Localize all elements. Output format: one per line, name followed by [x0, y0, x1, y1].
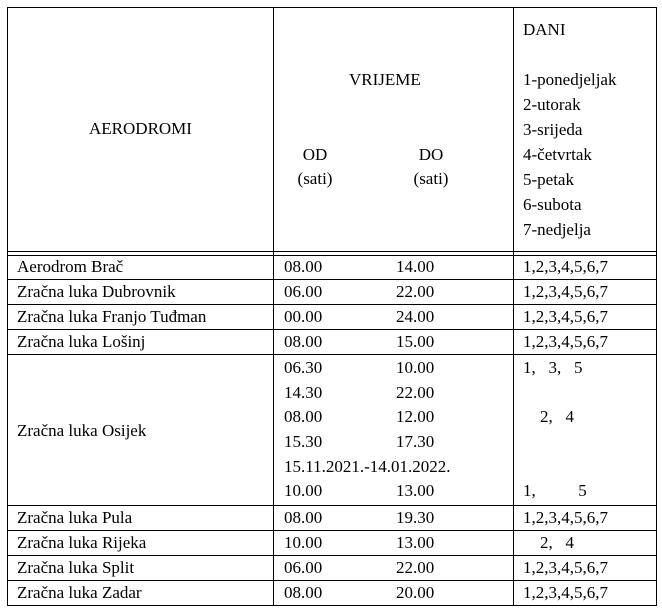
airport-name: Zračna luka Pula — [17, 508, 133, 527]
time-to: 24.00 — [396, 307, 435, 326]
airport-name: Zračna luka Split — [17, 558, 135, 577]
time-to: 13.00 — [396, 533, 435, 552]
airport-name: Zračna luka Zadar — [17, 583, 142, 602]
time-to: 22.00 — [396, 383, 435, 402]
row-line — [7, 255, 657, 256]
operating-days: 1,2,3,4,5,6,7 — [523, 307, 608, 326]
time-from: 08.00 — [284, 508, 323, 527]
time-from: 06.30 — [284, 358, 323, 377]
airport-name: Zračna luka Dubrovnik — [17, 282, 176, 301]
operating-days: 2, 4 — [540, 533, 574, 552]
border-top — [7, 7, 657, 8]
time-from: 10.00 — [284, 533, 323, 552]
row-line — [7, 329, 657, 330]
airport-name: Zračna luka Osijek — [17, 421, 147, 440]
header-to-unit: (sati) — [413, 169, 449, 188]
airport-name: Zračna luka Rijeka — [17, 533, 147, 552]
airport-name: Zračna luka Lošinj — [17, 332, 146, 351]
operating-days: 1,2,3,4,5,6,7 — [523, 257, 608, 276]
day-label: 4-četvrtak — [523, 145, 592, 164]
divider-col-1 — [273, 7, 274, 606]
time-to: 17.30 — [396, 432, 435, 451]
row-line — [7, 555, 657, 556]
time-to: 10.00 — [396, 358, 435, 377]
header-airports: AERODROMI — [89, 119, 192, 138]
divider-col-2 — [513, 7, 514, 606]
day-label: 2-utorak — [523, 95, 581, 114]
time-to: 22.00 — [396, 282, 435, 301]
operating-days: 1,2,3,4,5,6,7 — [523, 558, 608, 577]
operating-days: 1,2,3,4,5,6,7 — [523, 332, 608, 351]
day-label: 3-srijeda — [523, 120, 583, 139]
airport-name: Aerodrom Brač — [17, 257, 124, 276]
time-from: 10.00 — [284, 481, 323, 500]
time-from: 08.00 — [284, 257, 323, 276]
day-label: 6-subota — [523, 195, 582, 214]
border-left — [7, 7, 8, 606]
time-to: 19.30 — [396, 508, 435, 527]
time-from: 08.00 — [284, 332, 323, 351]
operating-days: 2, 4 — [540, 407, 574, 426]
operating-days: 1, 3, 5 — [523, 358, 583, 377]
time-to: 13.00 — [396, 481, 435, 500]
header-from-unit: (sati) — [297, 169, 333, 188]
row-line — [7, 279, 657, 280]
row-line — [7, 580, 657, 581]
time-from: 14.30 — [284, 383, 323, 402]
border-bottom — [7, 605, 657, 606]
time-from: 15.30 — [284, 432, 323, 451]
time-to: 22.00 — [396, 558, 435, 577]
row-line — [7, 505, 657, 506]
operating-days: 1,2,3,4,5,6,7 — [523, 583, 608, 602]
border-right — [656, 7, 657, 606]
row-line — [7, 304, 657, 305]
time-to: 15.00 — [396, 332, 435, 351]
time-from: 00.00 — [284, 307, 323, 326]
row-line — [7, 251, 657, 252]
day-label: 1-ponedjeljak — [523, 70, 617, 89]
time-from: 08.00 — [284, 407, 323, 426]
header-to: DO — [418, 145, 444, 164]
header-time: VRIJEME — [349, 70, 421, 89]
airport-name: Zračna luka Franjo Tuđman — [17, 307, 207, 326]
time-from: 06.00 — [284, 282, 323, 301]
header-from: OD — [302, 145, 328, 164]
operating-days: 1,2,3,4,5,6,7 — [523, 508, 608, 527]
day-label: 5-petak — [523, 170, 574, 189]
day-label: 7-nedjelja — [523, 220, 591, 239]
time-to: 20.00 — [396, 583, 435, 602]
operating-days: 1, 5 — [523, 481, 587, 500]
time-to: 14.00 — [396, 257, 435, 276]
row-line — [7, 354, 657, 355]
time-to: 12.00 — [396, 407, 435, 426]
header-days: DANI — [523, 20, 566, 39]
operating-days: 1,2,3,4,5,6,7 — [523, 282, 608, 301]
time-from: 06.00 — [284, 558, 323, 577]
time-from: 08.00 — [284, 583, 323, 602]
validity-period: 15.11.2021.-14.01.2022. — [284, 457, 451, 476]
row-line — [7, 530, 657, 531]
